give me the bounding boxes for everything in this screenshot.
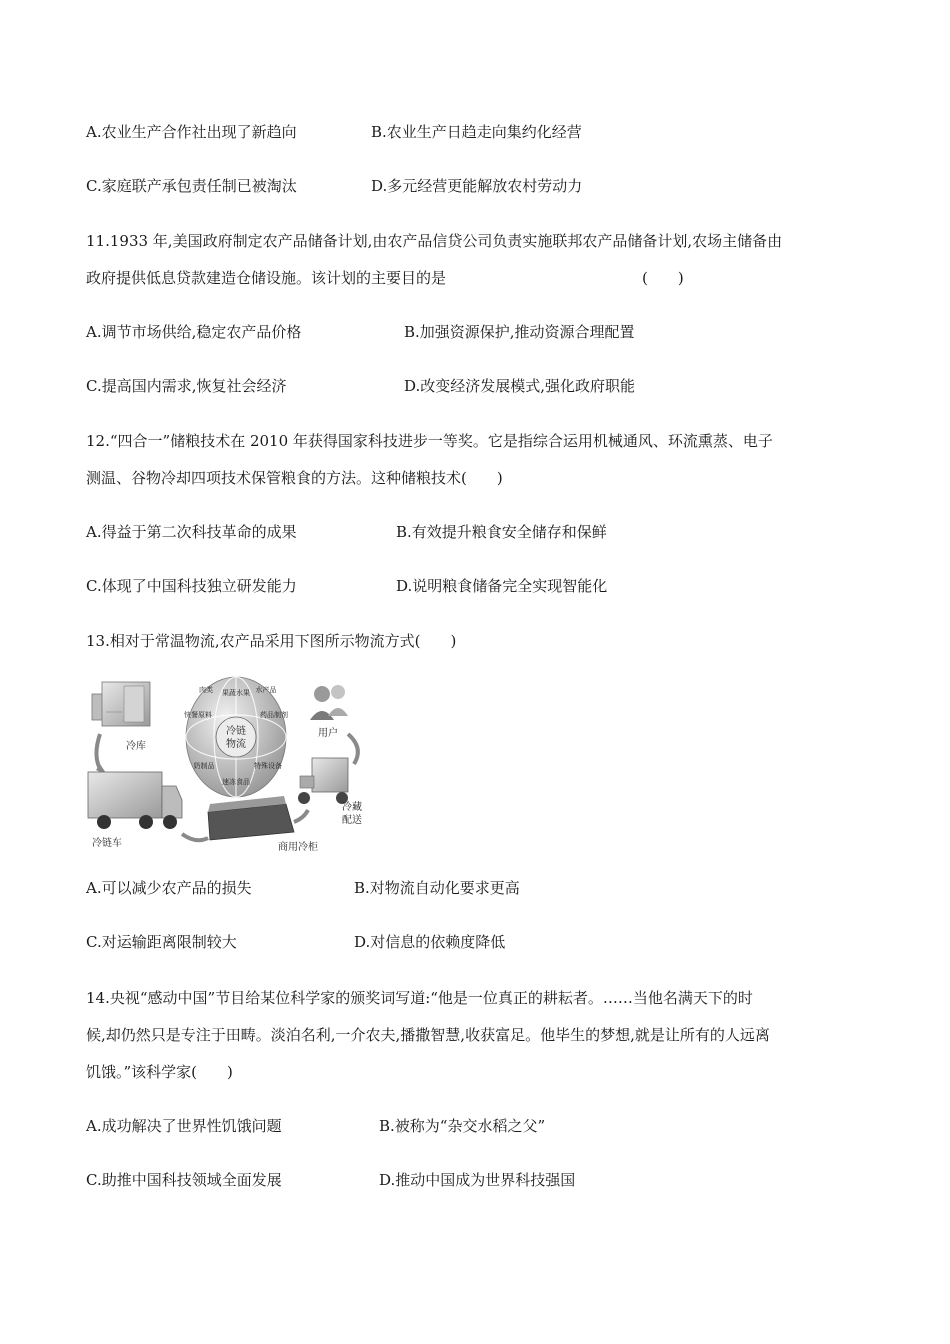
label-fruit-veg: 果蔬水果: [222, 689, 250, 697]
label-aquatic: 水产品: [255, 686, 277, 694]
q14-option-d: D.推动中国成为世界科技强国: [379, 1171, 576, 1189]
q11-option-c: C.提高国内需求,恢复社会经济: [86, 377, 287, 395]
q12-option-a: A.得益于第二次科技革命的成果: [86, 523, 297, 541]
arrow-up-icon: [294, 810, 308, 822]
label-truck: 冷链车: [92, 838, 122, 849]
q12-option-b: B.有效提升粮食安全储存和保鲜: [396, 523, 607, 541]
label-freezer: 商用冷柜: [278, 842, 318, 853]
q14-stem-line2: 候,却仍然只是专注于田畴。淡泊名利,一介农夫,播撒智慧,收获富足。他毕生的梦想,就是让所有的人远离: [86, 1026, 770, 1044]
q12-stem-line2: 测温、谷物冷却四项技术保管粮食的方法。这种储粮技术( ): [86, 469, 503, 487]
q11-answer-paren: ( ): [642, 269, 684, 287]
arrow-right-icon: [182, 834, 208, 840]
label-fast-food: 快餐原料: [184, 711, 212, 719]
cold-storage-icon: [92, 682, 150, 726]
q12-option-d: D.说明粮食储备完全实现智能化: [396, 577, 608, 595]
q14-option-a: A.成功解决了世界性饥饿问题: [86, 1117, 282, 1135]
q11-option-a: A.调节市场供给,稳定农产品价格: [86, 323, 302, 341]
q12-option-c: C.体现了中国科技独立研发能力: [86, 577, 297, 595]
label-cold-storage: 冷库: [126, 741, 146, 752]
label-medicine: 药品制剂: [260, 711, 288, 719]
label-dairy: 奶制品: [193, 762, 215, 770]
q13-stem-line1: 13.相对于常温物流,农产品采用下图所示物流方式( ): [86, 632, 457, 650]
q13-option-d: D.对信息的依赖度降低: [354, 933, 506, 951]
label-user: 用户: [318, 728, 338, 739]
q14-stem-line1: 14.央视“感动中国”节目给某位科学家的颁奖词写道:“他是一位真正的耕耘者。……当他名满天下的时: [86, 989, 753, 1007]
label-refrigerated-line2: 配送: [342, 815, 362, 826]
q10-option-c: C.家庭联产承包责任制已被淘汰: [86, 177, 297, 195]
q13-option-b: B.对物流自动化要求更高: [354, 879, 520, 897]
label-center-line1: 冷链: [226, 726, 246, 737]
q14-option-c: C.助推中国科技领域全面发展: [86, 1171, 282, 1189]
label-refrigerated-line1: 冷藏: [342, 802, 362, 813]
q11-option-d: D.改变经济发展模式,强化政府职能: [404, 377, 636, 395]
commercial-freezer-icon: [208, 796, 294, 840]
q14-stem-line3: 饥饿。”该科学家( ): [86, 1063, 233, 1081]
label-center-line2: 物流: [226, 739, 246, 750]
user-icon: [310, 685, 348, 720]
q11-option-b: B.加强资源保护,推动资源合理配置: [404, 323, 635, 341]
q12-stem-line1: 12.“四合一”储粮技术在 2010 年获得国家科技进步一等奖。它是指综合运用机械通风、环流熏蒸、电子: [86, 432, 773, 450]
q10-option-b: B.农业生产日趋走向集约化经营: [371, 123, 582, 141]
q10-option-a: A.农业生产合作社出现了新趋向: [86, 123, 297, 141]
delivery-tricycle-icon: [298, 758, 348, 804]
label-meat: 肉类: [199, 686, 213, 694]
arrow-up-right-icon: [348, 734, 358, 764]
q14-option-b: B.被称为“杂交水稻之父”: [379, 1117, 546, 1135]
cold-chain-logistics-figure: [86, 672, 386, 862]
cold-chain-truck-icon: [88, 772, 182, 829]
q11-stem-line2: 政府提供低息贷款建造仓储设施。该计划的主要目的是: [86, 269, 447, 287]
q10-option-d: D.多元经营更能解放农村劳动力: [371, 177, 583, 195]
q13-option-c: C.对运输距离限制较大: [86, 933, 237, 951]
q11-stem-line1: 11.1933 年,美国政府制定农产品储备计划,由农产品信贷公司负责实施联邦农产品储备计划,农场主储备由: [86, 232, 783, 250]
q13-option-a: A.可以减少农产品的损失: [86, 879, 252, 897]
label-frozen-food: 速冻食品: [222, 778, 250, 786]
label-special-equipment: 特殊设备: [254, 762, 282, 770]
